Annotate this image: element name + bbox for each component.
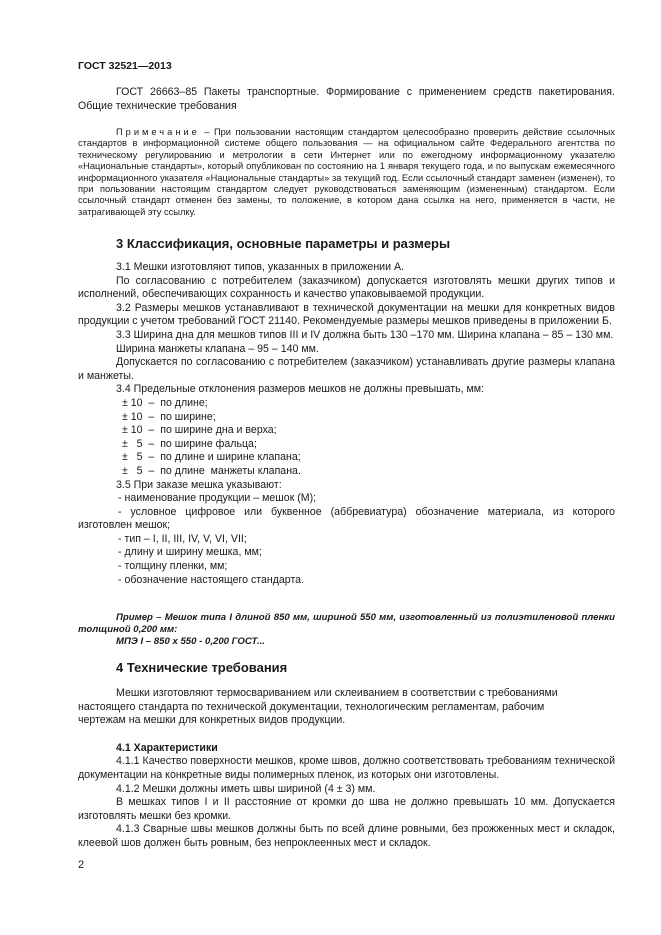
reference-paragraph (78, 86, 615, 113)
tolerance-item: ± 5 – по длине манжеты клапана. (122, 464, 301, 477)
paragraph-3-3b: Ширина манжеты клапана – 95 – 140 мм. (116, 342, 319, 355)
paragraph-4-1-3: 4.1.3 Сварные швы мешков должны быть по всей длине ровными, без прожженных мест и складок, клеевой шов должен быть ровным, без непроклеенных мест и складок. (78, 823, 615, 849)
section-3-title: 3 Классификация, основные параметры и размеры (116, 236, 451, 251)
order-item: - тип – I, II, III, IV, V, VI, VII; (118, 532, 247, 545)
tolerance-item: ± 5 – по ширине фальца; (122, 437, 257, 450)
tolerance-item: ± 10 – по ширине дна и верха; (122, 424, 277, 437)
paragraph-4-1-2b: В мешках типов I и II расстояние от кромки до шва не должно превышать 10 мм. Допускается изготовлять мешки без кромки. (78, 796, 615, 822)
section-4 (78, 660, 615, 851)
document-header: ГОСТ 32521—2013 (78, 60, 172, 72)
tolerance-item: ± 10 – по ширине; (122, 410, 216, 423)
order-item: - длину и ширину мешка, мм; (118, 546, 262, 559)
paragraph-3-4: 3.4 Предельные отклонения размеров мешков не должны превышать, мм: (116, 383, 485, 396)
section-3 (78, 236, 615, 587)
paragraph-4-1-1: 4.1.1 Качество поверхности мешков, кроме швов, должно соответствовать требованиям технической документации на конкретные виды полимерных пленок, из которых они изготовлены. (78, 755, 615, 781)
paragraph-3-1b: По согласованию с потребителем (заказчиком) допускается изготовлять мешки других типов и исполнений, обеспечивающих сохранность и качество упаковываемой продукции. (78, 274, 615, 301)
example-text: Пример – Мешок типа I длиной 850 мм, шириной 550 мм, изготовленный из полиэтиленовой пленки толщиной 0,200 мм: (78, 612, 615, 635)
paragraph-3-3c: Допускается по согласованию с потребителем (заказчиком) устанавливать другие размеры клапана и манжеты. (78, 356, 615, 382)
paragraph-3-3: 3.3 Ширина дна для мешков типов III и IV должна быть 130 –170 мм. Ширина клапана – 85 – 130 мм. (116, 328, 614, 341)
order-item: - толщину пленки, мм; (118, 560, 228, 573)
gost-reference: ГОСТ 26663–85 Пакеты транспортные. Формирование с применением средств пакетирования. Общие технические требования (78, 86, 615, 112)
note-label: Примечание (116, 127, 200, 137)
subsection-4-1-title: 4.1 Характеристики (116, 741, 218, 754)
paragraph-4-1-2: 4.1.2 Мешки должны иметь швы шириной (4 ± 3) мм. (116, 782, 376, 795)
section-4-intro: Мешки изготовляют термосвариванием или склеиванием в соответствии с требованиями настоящего стандарта по технической документации, технологическим регламентам, рабочим чертежам на мешки для конкретных видов продукции. (78, 687, 558, 727)
paragraph-3-1: 3.1 Мешки изготовляют типов, указанных в приложении А. (116, 261, 404, 273)
paragraph-3-5: 3.5 При заказе мешка указывают: (116, 478, 282, 491)
example-code: МПЭ I – 850 х 550 - 0,200 ГОСТ... (116, 636, 265, 647)
section-4-title: 4 Технические требования (116, 660, 288, 675)
note-text: – При пользовании настоящим стандартом целесообразно проверить действие ссылочных стандартов в информационной системе общего пользования — на официальном сайте Федерального агентства по техническому регулированию и метрологии в сети Интернет или по ежегодному информационному указателю «Национальные стандарты», который опубликован по состоянию на 1 января текущего года, и по выпускам ежемесячного информационного указателя «Национальные стандарты» за текущий год. Если ссылочный стандарт заменен (изменен), то при пользовании настоящим стандартом следует руководствоваться заменяющим (измененным) стандартом. Если ссылочный стандарт отменен без замены, то положение, в котором дана ссылка на него, применяется в части, не затрагивающей эту ссылку. (78, 127, 615, 217)
order-item: - обозначение настоящего стандарта. (118, 573, 305, 586)
page-number: 2 (78, 859, 85, 871)
paragraph-3-2: 3.2 Размеры мешков устанавливают в технической документации на мешки для конкретных видов продукции с учетом требований ГОСТ 21140. Рекомендуемые размеры мешков приведены в приложении Б. (78, 301, 615, 328)
tolerance-item: ± 5 – по длине и ширине клапана; (122, 451, 301, 464)
example-block (78, 612, 615, 648)
order-item: - наименование продукции – мешок (М); (118, 492, 317, 505)
order-item: - условное цифровое или буквенное (аббревиатура) обозначение материала, из которого изготовлен мешок; (78, 505, 615, 532)
note-block (78, 127, 615, 218)
tolerance-item: ± 10 – по длине; (122, 396, 208, 409)
